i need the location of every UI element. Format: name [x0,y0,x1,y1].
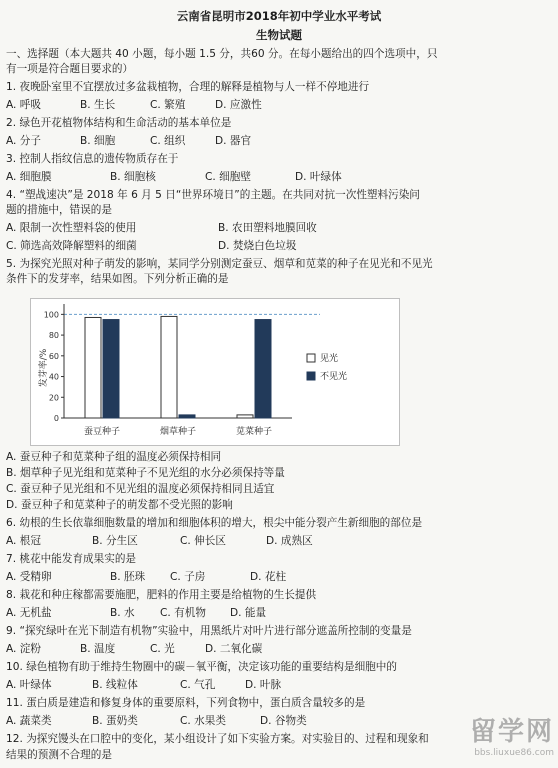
q12-stem-line1: 12. 为探究馒头在口腔中的变化，某小组设计了如下实验方案。对实验目的、过程和现象和 [6,733,429,745]
watermark-url: bbs.liuxue86.com [474,748,554,758]
q3-stem: 3. 控制人指纹信息的遗传物质存在于 [6,153,179,165]
q3-option-c: C. 细胞壁 [205,171,251,183]
chart-ylabel: 发芽率/% [39,348,49,388]
q9-option-a: A. 淀粉 [6,643,41,655]
legend-swatch-light [307,354,315,362]
q5-option-c: C. 蚕豆种子见光组和不见光组的温度必须保持相同且适宜 [6,483,275,495]
q4-option-d: D. 焚烧白色垃圾 [218,240,297,252]
q1-stem: 1. 夜晚卧室里不宜摆放过多盆栽植物，合理的解释是植物与人一样不停地进行 [6,81,370,93]
site-watermark [470,711,554,758]
q2-option-c: C. 组织 [150,135,186,147]
q4-option-c: C. 筛选高效降解塑料的细菌 [6,240,137,252]
q8-option-d: D. 能量 [230,607,267,619]
q5-option-b: B. 烟草种子见光组和苋菜种子不见光组的水分必须保持等量 [6,467,285,479]
section-intro-line1: 一、选择题（本大题共 40 小题，每小题 1.5 分，共60 分。在每小题给出的四个选项中，只 [6,48,438,60]
q10-option-a: A. 叶绿体 [6,679,52,691]
q10-stem: 10. 绿色植物有助于维持生物圈中的碳－氧平衡，决定该功能的重要结构是细胞中的 [6,661,397,673]
q11-option-c: C. 水果类 [180,715,226,727]
q8-option-c: C. 有机物 [160,607,206,619]
q1-option-b: B. 生长 [80,99,116,111]
watermark-logo-text: 留学网 [469,717,554,747]
germination-bar-chart [30,298,400,446]
section-intro-line2: 有一项是符合题目要求的） [6,63,134,75]
q9-option-c: C. 光 [150,643,175,655]
q7-stem: 7. 桃花中能发育成果实的是 [6,553,137,565]
q10-option-c: C. 气孔 [180,679,216,691]
x-category-label: 烟草种子 [159,427,197,437]
q12-stem-line2: 结果的预测不合理的是 [6,749,112,761]
bar-dark-3 [255,320,271,418]
q10-option-b: B. 线粒体 [92,679,138,691]
q2-stem: 2. 绿色开花植物体结构和生命活动的基本单位是 [6,117,232,129]
y-tick-label: 100 [43,310,59,320]
q11-option-d: D. 谷物类 [260,715,307,727]
q6-option-b: B. 分生区 [92,535,138,547]
y-tick-label: 0 [53,414,59,423]
y-tick-label: 80 [48,331,59,341]
q2-option-d: D. 器官 [215,135,252,147]
q7-option-d: D. 花柱 [250,571,287,583]
q4-option-a: A. 限制一次性塑料袋的使用 [6,222,137,234]
q4-stem-line1: 4. “塑战速决”是 2018 年 6 月 5 日“世界环境日”的主题。在共同对抗一次性塑料污染问 [6,189,420,201]
y-tick-label: 60 [48,351,59,361]
bar-dark-2 [179,415,195,418]
q10-option-d: D. 叶脉 [245,679,282,691]
q3-option-b: B. 细胞核 [110,171,156,183]
q9-option-d: D. 二氧化碳 [205,643,263,655]
q8-stem: 8. 栽花和种庄稼都需要施肥，肥料的作用主要是给植物的生长提供 [6,589,317,601]
q2-option-b: B. 细胞 [80,135,116,147]
bar-light-1 [85,317,101,418]
q7-option-c: C. 子房 [170,571,206,583]
q8-option-b: B. 水 [110,607,135,619]
q7-option-a: A. 受精卵 [6,571,52,583]
q11-option-b: B. 蛋奶类 [92,715,138,727]
q5-stem-line2: 条件下的发芽率，结果如图。下列分析正确的是 [6,273,229,285]
q5-option-d: D. 蚕豆种子和苋菜种子的萌发都不受光照的影响 [6,499,233,511]
q1-option-c: C. 繁殖 [150,99,186,111]
q8-option-a: A. 无机盐 [6,607,52,619]
q2-option-a: A. 分子 [6,135,41,147]
exam-subtitle: 生物试题 [256,28,302,42]
legend-swatch-dark [307,372,315,380]
q5-stem-line1: 5. 为探究光照对种子萌发的影响，某同学分别测定蚕豆、烟草和苋菜的种子在见光和不见光 [6,258,433,270]
x-category-label: 蚕豆种子 [83,427,121,437]
exam-title: 云南省昆明市2018年初中学业水平考试 [176,9,382,23]
q6-option-c: C. 伸长区 [180,535,226,547]
bar-light-2 [161,316,177,418]
bar-dark-1 [103,320,119,418]
q3-option-d: D. 叶绿体 [295,171,342,183]
q3-option-a: A. 细胞膜 [6,171,52,183]
q4-option-b: B. 农田塑料地膜回收 [218,222,317,234]
y-tick-label: 20 [48,393,59,403]
chart-x-labels [84,425,272,437]
y-tick-label: 40 [48,372,59,382]
q6-option-d: D. 成熟区 [266,535,313,547]
x-category-label: 苋菜种子 [235,427,273,437]
q7-option-b: B. 胚珠 [110,571,146,583]
q11-stem: 11. 蛋白质是建造和修复身体的重要原料，下列食物中，蛋白质含量较多的是 [6,697,366,709]
q1-option-d: D. 应激性 [215,99,262,111]
q6-option-a: A. 根冠 [6,535,41,547]
q6-stem: 6. 幼根的生长依靠细胞数量的增加和细胞体积的增大，根尖中能分裂产生新细胞的部位是 [6,517,423,529]
q4-stem-line2: 题的措施中，错误的是 [6,204,112,216]
q11-option-a: A. 蔬菜类 [6,715,52,727]
q9-stem: 9. “探究绿叶在光下制造有机物”实验中，用黑纸片对叶片进行部分遮盖所控制的变量是 [6,625,412,637]
q1-option-a: A. 呼吸 [6,99,41,111]
bar-light-3 [237,415,253,418]
legend-label-light: 见光 [320,354,339,364]
legend-label-dark: 不见光 [320,372,348,382]
q5-option-a: A. 蚕豆种子和苋菜种子组的温度必须保持相同 [6,451,222,463]
q9-option-b: B. 温度 [80,643,116,655]
